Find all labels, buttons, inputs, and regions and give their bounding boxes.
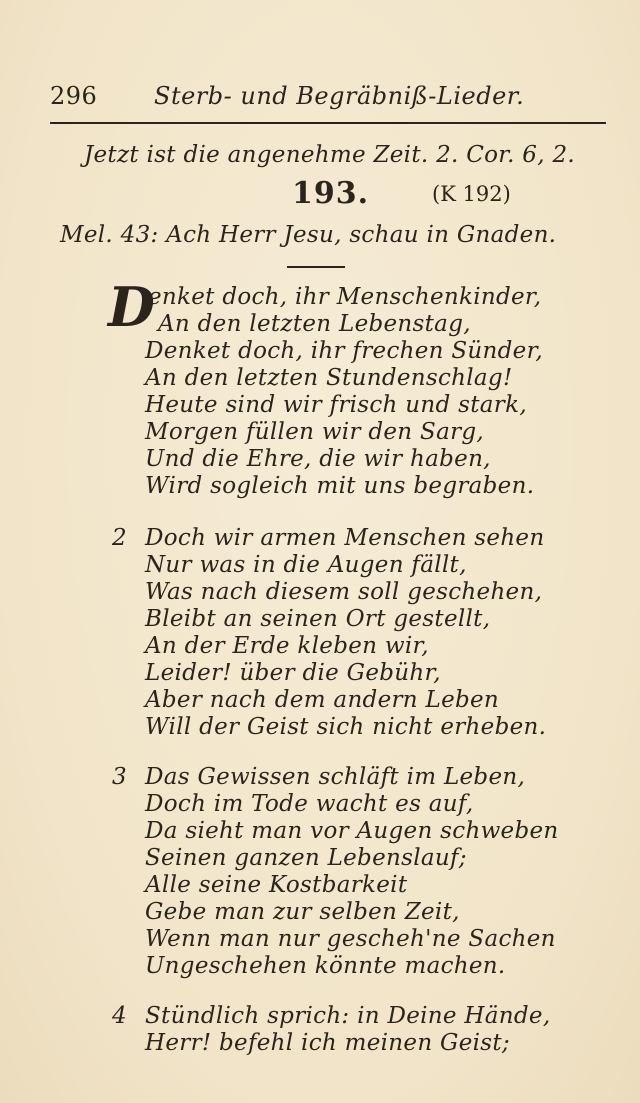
verse-line: enket doch, ihr Menschenkinder,: [148, 284, 542, 310]
verse-line: Wenn man nur gescheh'ne Sachen: [145, 926, 556, 952]
verse-line: An den letzten Stundenschlag!: [145, 365, 513, 391]
hymn-number: 193.: [292, 176, 370, 211]
verse-line: Doch im Tode wacht es auf,: [145, 791, 474, 817]
verse-line: Leider! über die Gebühr,: [145, 660, 441, 686]
verse-line: Bleibt an seinen Ort gestellt,: [145, 606, 491, 632]
verse-line: Doch wir armen Menschen sehen: [145, 525, 545, 551]
verse-line: Aber nach dem andern Leben: [145, 687, 500, 713]
verse-line: Alle seine Kostbarkeit: [145, 872, 408, 898]
running-title: Sterb- und Begräbniß-Lieder.: [154, 82, 525, 110]
verse-line: Stündlich sprich: in Deine Hände,: [145, 1003, 551, 1029]
verse-line: Was nach diesem soll geschehen,: [145, 579, 543, 605]
verse-line: Das Gewissen schläft im Leben,: [145, 764, 526, 790]
verse-line: Morgen füllen wir den Sarg,: [145, 419, 485, 445]
verse-line: Heute sind wir frisch und stark,: [145, 392, 527, 418]
verse-line: Denket doch, ihr frechen Sünder,: [145, 338, 543, 364]
verse-line: Seinen ganzen Lebenslauf;: [145, 845, 467, 871]
verse-line: Ungeschehen könnte machen.: [145, 953, 506, 979]
verse-line: An den letzten Lebenstag,: [158, 311, 471, 337]
stanza-number: 2: [112, 525, 127, 551]
melody-line: Mel. 43: Ach Herr Jesu, schau in Gnaden.: [60, 222, 557, 248]
running-head: [50, 82, 605, 112]
page-number: 296: [50, 82, 98, 110]
verse-line: Wird sogleich mit uns begraben.: [145, 473, 535, 499]
verse-line: Gebe man zur selben Zeit,: [145, 899, 460, 925]
header-rule: [50, 122, 606, 124]
verse-line: An der Erde kleben wir,: [145, 633, 429, 659]
divider-rule: [287, 266, 345, 268]
verse-line: Nur was in die Augen fällt,: [145, 552, 467, 578]
stanza-number: 3: [112, 764, 127, 790]
verse-line: Und die Ehre, die wir haben,: [145, 446, 491, 472]
drop-cap: D: [108, 275, 155, 339]
verse-line: Herr! befehl ich meinen Geist;: [145, 1030, 510, 1056]
epigraph: Jetzt ist die angenehme Zeit. 2. Cor. 6, 2.: [84, 142, 575, 168]
verse-line: Da sieht man vor Augen schweben: [145, 818, 559, 844]
verse-line: Will der Geist sich nicht erheben.: [145, 714, 547, 740]
hymn-reference: (K 192): [432, 182, 511, 206]
stanza-number: 4: [112, 1003, 127, 1029]
